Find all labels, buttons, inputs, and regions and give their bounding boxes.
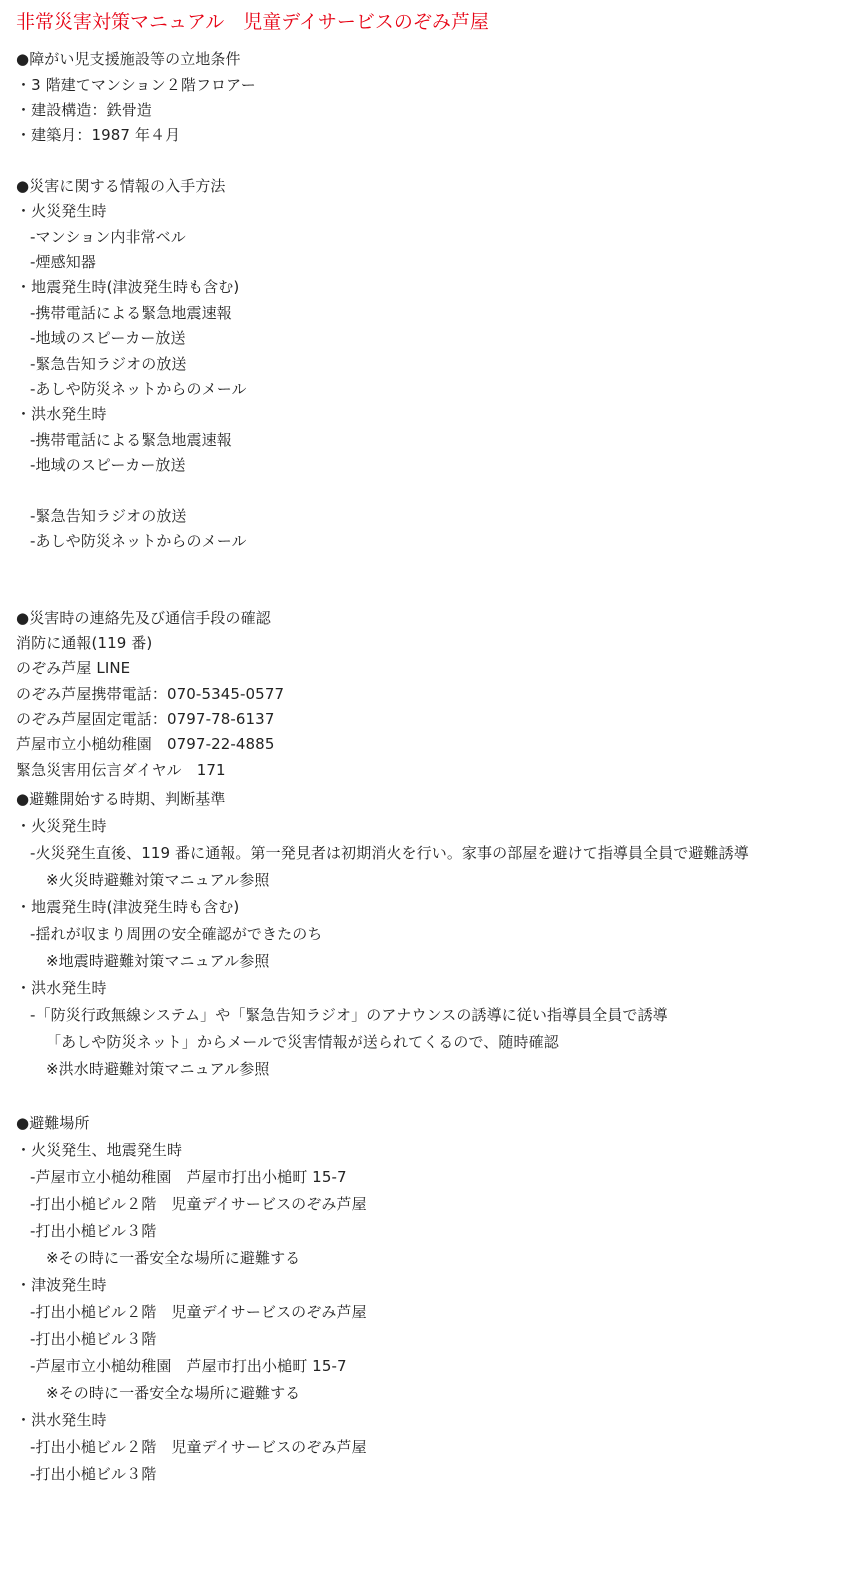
section-heading-info: ●災害に関する情報の入手方法 xyxy=(16,177,226,195)
location-item: ・3 階建てマンション２階フロアー xyxy=(16,76,256,94)
place-line: -打出小槌ビル３階 xyxy=(30,1465,157,1483)
timing-line: ・地震発生時(津波発生時も含む) xyxy=(16,898,240,916)
contact-line: 緊急災害用伝言ダイヤル 171 xyxy=(16,761,226,779)
info-line: -あしや防災ネットからのメール xyxy=(30,532,247,550)
location-item: ・建設構造：鉄骨造 xyxy=(16,101,152,119)
place-line: ※その時に一番安全な場所に避難する xyxy=(46,1384,301,1402)
place-line: -打出小槌ビル３階 xyxy=(30,1330,157,1348)
info-line: -緊急告知ラジオの放送 xyxy=(30,507,187,525)
section-heading-evacuation-places: ●避難場所 xyxy=(16,1114,90,1132)
info-line: ・地震発生時(津波発生時も含む) xyxy=(16,278,240,296)
contact-line: のぞみ芦屋固定電話：0797-78-6137 xyxy=(16,710,275,728)
place-line: -打出小槌ビル２階 児童デイサービスのぞみ芦屋 xyxy=(30,1195,367,1213)
place-line: -芦屋市立小槌幼稚園 芦屋市打出小槌町 15-7 xyxy=(30,1357,347,1375)
place-line: ・火災発生、地震発生時 xyxy=(16,1141,183,1159)
info-line: -マンション内非常ベル xyxy=(30,228,186,246)
location-item: ・建築月：1987 年４月 xyxy=(16,126,181,144)
info-line: -地域のスピーカー放送 xyxy=(30,456,186,474)
section-heading-location: ●障がい児支援施設等の立地条件 xyxy=(16,50,241,68)
timing-line: -揺れが収まり周囲の安全確認ができたのち xyxy=(30,925,323,943)
timing-line: -「防災行政無線システム」や「緊急告知ラジオ」のアナウンスの誘導に従い指導員全員で誘導 xyxy=(30,1006,668,1024)
place-line: ※その時に一番安全な場所に避難する xyxy=(46,1249,301,1267)
timing-line: -火災発生直後、119 番に通報。第一発見者は初期消火を行い。家事の部屋を避けて指導員全員で避難誘導 xyxy=(30,844,749,862)
timing-line: ※地震時避難対策マニュアル参照 xyxy=(46,952,270,970)
section-heading-evacuation-timing: ●避難開始する時期、判断基準 xyxy=(16,790,226,808)
timing-line: 「あしや防災ネット」からメールで災害情報が送られてくるので、随時確認 xyxy=(46,1033,559,1051)
contact-line: 消防に通報(119 番) xyxy=(16,634,153,652)
info-line: ・火災発生時 xyxy=(16,202,107,220)
place-line: ・津波発生時 xyxy=(16,1276,107,1294)
contact-line: のぞみ芦屋 LINE xyxy=(16,659,131,677)
info-line: -携帯電話による緊急地震速報 xyxy=(30,304,232,322)
place-line: ・洪水発生時 xyxy=(16,1411,107,1429)
info-line: -地域のスピーカー放送 xyxy=(30,329,186,347)
contact-line: のぞみ芦屋携帯電話：070-5345-0577 xyxy=(16,685,285,703)
timing-line: ・火災発生時 xyxy=(16,817,107,835)
place-line: -芦屋市立小槌幼稚園 芦屋市打出小槌町 15-7 xyxy=(30,1168,347,1186)
contact-line: 芦屋市立小槌幼稚園 0797-22-4885 xyxy=(16,735,275,753)
page-title: 非常災害対策マニュアル 児童デイサービスのぞみ芦屋 xyxy=(16,11,489,33)
timing-line: ※洪水時避難対策マニュアル参照 xyxy=(46,1060,270,1078)
place-line: -打出小槌ビル３階 xyxy=(30,1222,157,1240)
place-line: -打出小槌ビル２階 児童デイサービスのぞみ芦屋 xyxy=(30,1438,367,1456)
info-line: -携帯電話による緊急地震速報 xyxy=(30,431,232,449)
timing-line: ※火災時避難対策マニュアル参照 xyxy=(46,871,270,889)
timing-line: ・洪水発生時 xyxy=(16,979,107,997)
place-line: -打出小槌ビル２階 児童デイサービスのぞみ芦屋 xyxy=(30,1303,367,1321)
section-heading-contacts: ●災害時の連絡先及び通信手段の確認 xyxy=(16,609,271,627)
info-line: -煙感知器 xyxy=(30,253,96,271)
info-line: -緊急告知ラジオの放送 xyxy=(30,355,187,373)
info-line: -あしや防災ネットからのメール xyxy=(30,380,247,398)
info-line: ・洪水発生時 xyxy=(16,405,107,423)
